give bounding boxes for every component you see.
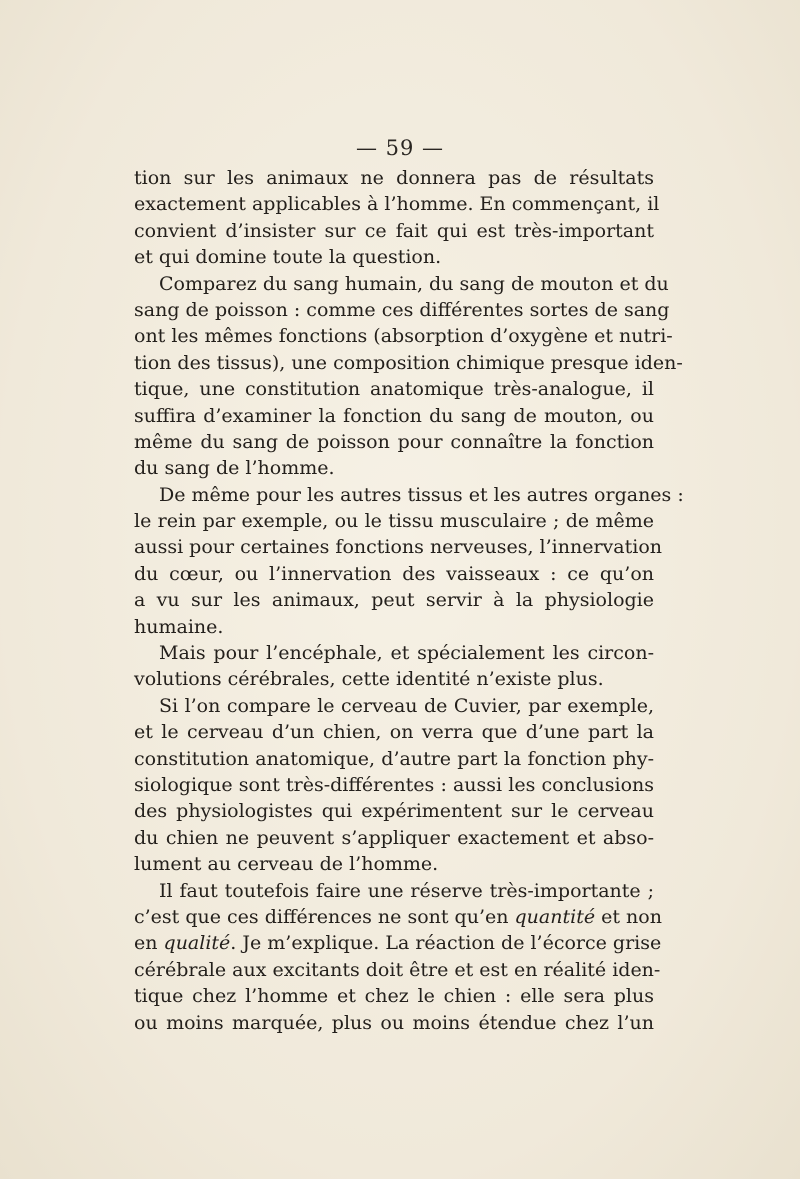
text-line: du cœur, ou l’innervation des vaisseaux : ce qu’on bbox=[134, 562, 654, 585]
text-line: tion sur les animaux ne donnera pas de résultats bbox=[134, 167, 654, 189]
text-line: humaine. bbox=[134, 615, 224, 638]
text-line: a vu sur les animaux, peut servir à la physiologie bbox=[134, 589, 654, 612]
text-line: volutions cérébrales, cette identité n’existe plus. bbox=[134, 668, 604, 691]
text-line: cérébrale aux excitants doit être et est en réalité iden- bbox=[134, 958, 661, 981]
text-line: lument au cerveau de l’homme. bbox=[134, 853, 439, 876]
text-line: suffira d’examiner la fonction du sang de mouton, ou bbox=[134, 404, 654, 427]
text-run: c’est que ces différences ne sont qu’en bbox=[134, 905, 515, 928]
text-line: ou moins marquée, plus ou moins étendue chez l’un bbox=[134, 1011, 654, 1034]
text-line: et le cerveau d’un chien, on verra que d’une part la bbox=[134, 721, 654, 744]
text-run: . Je m’explique. La réaction de l’écorce grise bbox=[230, 932, 662, 955]
text-run: et non bbox=[595, 905, 662, 928]
text-line: exactement applicables à l’homme. En commençant, il bbox=[134, 193, 660, 216]
text-line: tique chez l’homme et chez le chien : elle sera plus bbox=[134, 985, 654, 1008]
text-line: constitution anatomique, d’autre part la fonction phy- bbox=[134, 747, 654, 770]
text-line: siologique sont très-différentes : aussi les conclusions bbox=[134, 773, 654, 796]
text-line: Mais pour l’encéphale, et spécialement les circon- bbox=[159, 642, 654, 665]
text-line: le rein par exemple, ou le tissu musculaire ; de même bbox=[134, 510, 654, 533]
text-line: Il faut toutefois faire une réserve très-importante ; bbox=[159, 879, 654, 902]
text-line: et qui domine toute la question. bbox=[134, 246, 442, 269]
text-line: De même pour les autres tissus et les autres organes : bbox=[159, 483, 684, 506]
text-line bbox=[134, 904, 662, 930]
text-line: des physiologistes qui expérimentent sur le cerveau bbox=[134, 800, 654, 823]
italic-word: quantité bbox=[514, 905, 596, 928]
text-line: sang de poisson : comme ces différentes sortes de sang bbox=[134, 298, 670, 321]
text-line: ont les mêmes fonctions (absorption d’oxygène et nutri- bbox=[134, 325, 673, 348]
text-line: aussi pour certaines fonctions nerveuses, l’innervation bbox=[134, 536, 662, 559]
text-line: tique, une constitution anatomique très-analogue, il bbox=[134, 378, 654, 401]
body-text bbox=[134, 165, 684, 1036]
text-line: tion des tissus), une composition chimique presque iden- bbox=[134, 351, 683, 374]
text-line: du chien ne peuvent s’appliquer exactement et abso- bbox=[134, 826, 654, 849]
text-line: Si l’on compare le cerveau de Cuvier, par exemple, bbox=[159, 694, 654, 717]
text-run: en bbox=[134, 932, 164, 955]
text-line: convient d’insister sur ce fait qui est très-important bbox=[134, 219, 654, 242]
text-line: du sang de l’homme. bbox=[134, 457, 335, 480]
page-number: — 59 — bbox=[355, 136, 445, 160]
italic-word: qualité bbox=[163, 932, 231, 955]
text-line: même du sang de poisson pour connaître la fonction bbox=[134, 430, 654, 453]
text-line bbox=[134, 930, 662, 956]
text-line: Comparez du sang humain, du sang de mouton et du bbox=[159, 272, 669, 295]
